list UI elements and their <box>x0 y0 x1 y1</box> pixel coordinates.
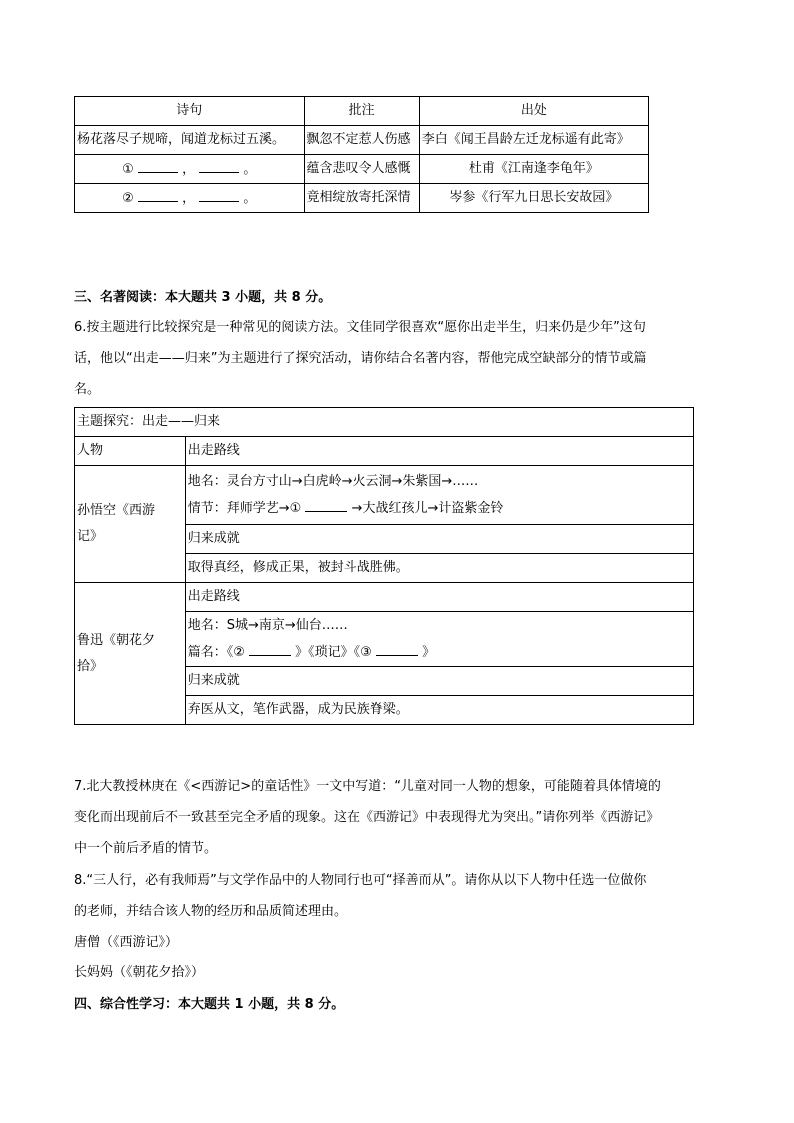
route-header: 出走路线 <box>185 437 693 466</box>
route-header: 出走路线 <box>185 583 693 612</box>
table-row <box>75 155 649 184</box>
question-6-line2: 话，他以“出走——归来”为主题进行了探究活动，请你结合名著内容，帮他完成空缺部分的情节或篇 <box>74 351 647 366</box>
table-row <box>75 184 649 213</box>
achievement-header: 归来成就 <box>185 525 693 554</box>
plot-line <box>188 499 691 518</box>
answer-blank[interactable] <box>305 499 347 512</box>
blank-marker: ① <box>122 161 134 177</box>
table-row <box>75 583 694 612</box>
answer-blank[interactable] <box>199 160 239 173</box>
answer-blank[interactable] <box>199 189 239 202</box>
achievement-cell: 弃医从文，笔作武器，成为民族脊梁。 <box>185 696 693 725</box>
table-row <box>75 408 694 437</box>
titles-prefix: 篇名：《② <box>187 644 245 660</box>
source-cell: 岑参《行军九日思长安故园》 <box>419 184 648 213</box>
route-cell-sun <box>185 466 693 525</box>
table-header-row <box>75 97 649 126</box>
note-cell: 蕴含悲叹令人感慨 <box>304 155 419 184</box>
verse-blank-cell <box>75 184 305 213</box>
section-heading-4: 四、综合性学习：本大题共 1 小题，共 8 分。 <box>74 997 345 1012</box>
question-6-line3: 名。 <box>74 382 101 397</box>
period: 。 <box>243 190 257 206</box>
period: 。 <box>243 161 257 177</box>
places-line: 地名：灵台方寸山→白虎岭→火云洞→朱紫国→…… <box>187 473 479 489</box>
titles-line <box>188 643 691 662</box>
reading-theme-table <box>74 407 694 725</box>
source-cell: 李白《闻王昌龄左迁龙标遥有此寄》 <box>419 126 648 155</box>
titles-end: 》 <box>422 644 436 660</box>
person-name-line: 拾》 <box>77 658 104 674</box>
header-note: 批注 <box>304 97 419 126</box>
plot-suffix: →大战红孩儿→计盗紫金铃 <box>351 500 504 516</box>
table-row <box>75 126 649 155</box>
note-cell: 飘忽不定惹人伤感 <box>304 126 419 155</box>
comma: ， <box>182 190 196 206</box>
table-row <box>75 437 694 466</box>
achievement-header: 归来成就 <box>185 667 693 696</box>
answer-blank[interactable] <box>138 160 178 173</box>
poem-table <box>74 96 649 213</box>
verse-blank-cell <box>75 155 305 184</box>
titles-mid: 》《琐记》《③ <box>295 644 372 660</box>
note-cell: 竟相绽放寄托深情 <box>304 184 419 213</box>
table-row <box>75 466 694 525</box>
answer-blank[interactable] <box>138 189 178 202</box>
comma: ， <box>182 161 196 177</box>
person-name-line: 鲁迅《朝花夕 <box>77 632 156 648</box>
person-name-line: 记》 <box>77 529 104 544</box>
source-cell: 杜甫《江南逢李龟年》 <box>419 155 648 184</box>
route-cell-lu <box>185 612 693 667</box>
blank-marker: ② <box>122 190 134 206</box>
person-name-line: 孙悟空《西游 <box>77 503 156 519</box>
question-7-line1: 7.北大教授林庚在《<西游记>的童话性》一文中写道：“儿童对同一人物的想象，可能随着具体情境的 <box>74 779 661 794</box>
question-7-line3: 中一个前后矛盾的情节。 <box>74 841 218 856</box>
section-heading-3: 三、名著阅读：本大题共 3 小题，共 8 分。 <box>74 290 332 305</box>
header-source: 出处 <box>419 97 648 126</box>
question-6-line1: 6.按主题进行比较探究是一种常见的阅读方法。文佳同学很喜欢“愿你出走半生，归来仍是少年”这句 <box>74 320 646 335</box>
question-8-option-2: 长妈妈（《朝花夕拾》） <box>74 965 205 980</box>
verse-cell: 杨花落尽子规啼，闻道龙标过五溪。 <box>75 126 305 155</box>
person-header: 人物 <box>75 437 186 466</box>
question-8-line1: 8.“三人行，必有我师焉”与文学作品中的人物同行也可“择善而从”。请你从以下人物中任选一位做你 <box>74 873 647 888</box>
person-cell-sun <box>75 466 186 583</box>
header-verse: 诗句 <box>75 97 305 126</box>
places-line: 地名：S城→南京→仙台…… <box>187 617 348 633</box>
question-8-line2: 的老师，并结合该人物的经历和品质简述理由。 <box>74 904 348 919</box>
answer-blank[interactable] <box>376 643 418 656</box>
achievement-cell: 取得真经，修成正果，被封斗战胜佛。 <box>185 554 693 583</box>
theme-cell: 主题探究：出走——归来 <box>75 408 694 437</box>
answer-blank[interactable] <box>249 643 291 656</box>
plot-prefix: 情节：拜师学艺→① <box>187 500 302 516</box>
person-cell-lu <box>75 583 186 725</box>
question-7-line2: 变化而出现前后不一致甚至完全矛盾的现象。这在《西游记》中表现得尤为突出。”请你列举《西游记》 <box>74 810 660 825</box>
question-8-option-1: 唐僧（《西游记》） <box>74 935 179 950</box>
